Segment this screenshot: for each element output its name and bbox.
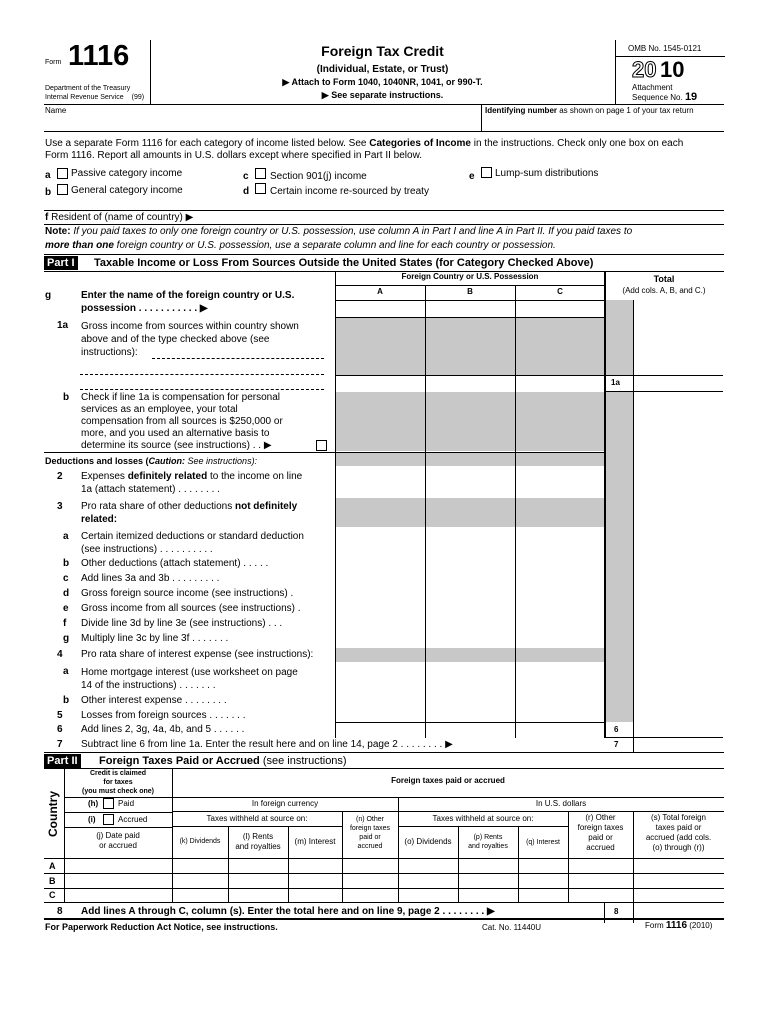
line6-c-input[interactable] [517,723,604,736]
line6-a-input[interactable] [337,723,424,736]
section-901j-checkbox[interactable] [255,168,266,179]
k-dividends-header: (k) Dividends [179,838,221,845]
foreign-taxes-header: Foreign taxes paid or accrued [391,776,505,785]
compensation-checkbox[interactable] [316,440,327,451]
m-interest-header: (m) Interest [294,837,336,846]
lump-sum-checkbox[interactable] [481,167,492,178]
withheld-us-header: Taxes withheld at source on: [432,814,534,823]
line-4-text: Pro rata share of interest expense (see instructions): [81,649,314,660]
line8-box-label: 8 [614,907,619,916]
line-b-text: Check if line 1a is compensation for personal [81,392,280,403]
country-b-input[interactable] [427,301,514,316]
sequence-label: Sequence No. 19 [632,91,698,103]
section-901j-label: Section 901(j) income [270,171,367,182]
part2-badge: Part II [44,754,81,768]
line-5-text: Losses from foreign sources . . . . . . . [81,710,246,721]
line-3f-text: Divide line 3d by line 3e (see instructions) . . . [81,618,283,629]
form-title: Foreign Tax Credit [321,43,444,59]
col-group-header: Foreign Country or U.S. Possession [401,272,539,281]
col-a-header: A [377,287,383,296]
identifying-number-input[interactable] [486,117,722,130]
l-rents-header: (l) Rents and royalties [235,832,281,851]
total-header: Total [653,274,675,284]
general-category-checkbox[interactable] [57,184,68,195]
note-line2: more than one foreign country or U.S. possession, use a separate column and line for each country or possession. [45,240,556,251]
us-dollars-header: In U.S. dollars [535,799,587,808]
general-category-label: General category income [71,185,183,196]
line-4b-text: Other interest expense . . . . . . . . [81,695,227,706]
line1a-c-input[interactable] [517,377,604,390]
paperwork-notice: For Paperwork Reduction Act Notice, see instructions. [45,922,278,932]
credit-claimed-header: Credit is claimed for taxes (you must check one) [82,770,154,795]
name-input[interactable] [46,117,476,130]
line7-box-label: 7 [614,740,619,749]
intro-line1: Use a separate Form 1116 for each category of income listed below. See Categories of Income in the instructions. Check only one box on each [45,138,684,149]
line1a-b-input[interactable] [427,377,514,390]
line1a-total-input[interactable] [635,377,722,390]
resident-label: f Resident of (name of country) ▶ [45,212,194,223]
q-interest-header: (q) Interest [526,839,560,846]
p-rents-header: (p) Rents and royalties [468,834,508,850]
country-a-input[interactable] [337,301,424,316]
lump-sum-label: Lump-sum distributions [495,168,599,179]
line-3c-text: Add lines 3a and 3b . . . . . . . . . [81,573,220,584]
total-subheader: (Add cols. A, B, and C.) [622,286,706,295]
o-dividends-header: (o) Dividends [404,837,452,846]
part1-badge: Part I [44,256,78,270]
line-3-text: Pro rata share of other deductions not definitely [81,501,298,512]
line6-b-input[interactable] [427,723,514,736]
line-6-text: Add lines 2, 3g, 4a, 4b, and 5 . . . . . . [81,724,245,735]
part1-title: Taxable Income or Loss From Sources Outside the United States (for Category Checked Above) [94,257,594,269]
form-number: 1116 [68,40,130,72]
r-other-header: (r) Other foreign taxes paid or accrued [577,813,624,852]
part2-title: Foreign Taxes Paid or Accrued (see instructions) [99,755,347,767]
accrued-label: (i) [88,815,96,824]
form-label: Form [45,59,62,66]
tax-year-outline: 20 [632,57,657,82]
resourced-by-treaty-checkbox[interactable] [255,183,266,194]
form-subtitle: (Individual, Estate, or Trust) [316,64,449,75]
omb-number: OMB No. 1545-0121 [628,44,702,53]
footer-form-label: Form 1116 (2010) [645,920,713,931]
line-7-text: Subtract line 6 from line 1a. Enter the result here and on line 14, page 2 . . . . . . . . ▶ [81,739,453,750]
deductions-header: Deductions and losses (Caution: See instructions): [45,456,258,466]
id-label: Identifying number as shown on page 1 of your tax return [485,106,694,115]
line-3d-text: Gross foreign source income (see instructions) . [81,588,294,599]
row-b-inputs[interactable] [66,874,724,888]
line-3g-text: Multiply line 3c by line 3f . . . . . . . [81,633,229,644]
line7-total-input[interactable] [635,739,722,751]
foreign-currency-header: In foreign currency [251,799,319,808]
withheld-fc-header: Taxes withheld at source on: [206,814,308,823]
row-b-label: B [49,876,56,886]
line1a-box-label: 1a [611,378,620,387]
accrued-checkbox[interactable] [103,814,114,825]
col-c-header: C [557,287,563,296]
name-label: Name [45,106,67,115]
col-b-header: B [467,287,473,296]
line6-box-label: 6 [614,725,619,734]
paid-label: (h) [88,799,99,808]
passive-category-checkbox[interactable] [57,168,68,179]
row-a-inputs[interactable] [66,859,724,873]
passive-category-label: Passive category income [71,168,183,179]
attachment-label: Attachment [632,83,673,92]
line-3e-text: Gross income from all sources (see instructions) . [81,603,301,614]
date-paid-header: (j) Date paid or accrued [96,831,140,850]
dept-line1: Department of the Treasury [45,85,131,92]
attach-line: ▶ Attach to Form 1040, 1040NR, 1041, or 990-T. [282,77,483,87]
resourced-by-treaty-label: Certain income re-sourced by treaty [270,186,429,197]
line-g-text: Enter the name of the foreign country or U.S. [81,290,295,301]
country-header: Country [46,791,60,837]
line-3b-text: Other deductions (attach statement) . . . . . [81,558,269,569]
paid-checkbox[interactable] [103,798,114,809]
s-total-header: (s) Total foreign taxes paid or accrued (add cols. (o) through (r)) [645,813,712,852]
line6-total-input[interactable] [635,723,722,736]
line1a-a-input[interactable] [337,377,424,390]
line-4a-text: Home mortgage interest (use worksheet on page [81,667,298,678]
intro-line2: Form 1116. Report all amounts in U.S. dollars except where specified in Part II below. [45,150,423,161]
row-c-inputs[interactable] [66,889,724,902]
n-other-header: (n) Other foreign taxes paid or accrued [349,816,391,850]
tax-year-bold: 10 [660,57,685,82]
note-line1: Note: If you paid taxes to only one foreign country or U.S. possession, use column A in Part I and line A in Part II. If you paid taxes to [45,226,633,237]
country-c-input[interactable] [517,301,604,316]
see-instructions-line: ▶ See separate instructions. [321,90,444,100]
row-a-label: A [49,861,56,871]
resident-country-input[interactable] [220,212,720,224]
cat-number: Cat. No. 11440U [482,923,541,932]
line-2-text: Expenses definitely related to the income on line [81,471,303,482]
line-1a-text: Gross income from sources within country shown [81,321,299,332]
dept-line2: Internal Revenue Service (99) [45,94,145,101]
line-3a-text: Certain itemized deductions or standard deduction [81,531,304,542]
line-8-text: Add lines A through C, column (s). Enter the total here and on line 9, page 2 . . . . . . . . ▶ [81,906,495,917]
row-c-label: C [49,890,56,900]
